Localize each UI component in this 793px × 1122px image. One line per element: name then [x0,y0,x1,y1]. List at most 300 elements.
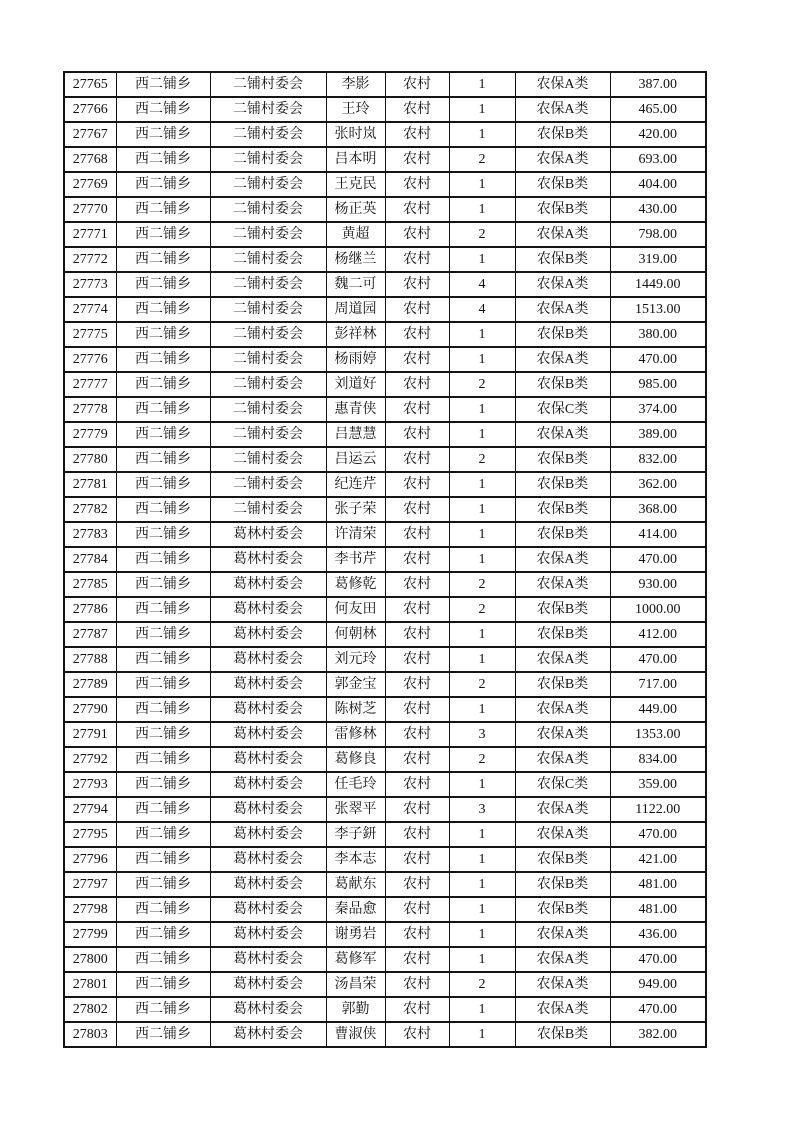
table-row [64,1022,706,1047]
cell-serial-number: 27789 [64,672,116,697]
cell-amount: 693.00 [610,147,706,172]
cell-residence-type: 农村 [385,247,449,272]
insurance-records-table [63,71,707,1048]
table-row [64,747,706,772]
cell-person-count: 1 [449,922,515,947]
table-row [64,872,706,897]
cell-serial-number: 27778 [64,397,116,422]
cell-village-committee: 葛林村委会 [210,672,326,697]
cell-township: 西二铺乡 [116,572,210,597]
cell-insurance-category: 农保C类 [515,397,610,422]
cell-person-count: 2 [449,972,515,997]
cell-village-committee: 二铺村委会 [210,72,326,97]
table-row [64,197,706,222]
cell-insurance-category: 农保B类 [515,672,610,697]
cell-person-count: 2 [449,572,515,597]
cell-person-name: 何朝林 [326,622,385,647]
cell-person-count: 2 [449,147,515,172]
cell-village-committee: 葛林村委会 [210,872,326,897]
table-row [64,972,706,997]
cell-residence-type: 农村 [385,472,449,497]
cell-township: 西二铺乡 [116,97,210,122]
cell-village-committee: 葛林村委会 [210,722,326,747]
cell-village-committee: 二铺村委会 [210,447,326,472]
cell-insurance-category: 农保C类 [515,772,610,797]
table-row [64,222,706,247]
cell-township: 西二铺乡 [116,722,210,747]
cell-residence-type: 农村 [385,122,449,147]
cell-residence-type: 农村 [385,647,449,672]
cell-amount: 470.00 [610,997,706,1022]
cell-insurance-category: 农保A类 [515,72,610,97]
cell-township: 西二铺乡 [116,397,210,422]
cell-insurance-category: 农保B类 [515,497,610,522]
cell-person-name: 吕本明 [326,147,385,172]
cell-person-name: 陈树芝 [326,697,385,722]
cell-person-count: 2 [449,747,515,772]
cell-person-name: 张子荣 [326,497,385,522]
table-row [64,897,706,922]
cell-person-count: 1 [449,322,515,347]
cell-insurance-category: 农保A类 [515,822,610,847]
cell-amount: 319.00 [610,247,706,272]
cell-serial-number: 27779 [64,422,116,447]
cell-village-committee: 葛林村委会 [210,597,326,622]
cell-insurance-category: 农保A类 [515,647,610,672]
cell-person-name: 吕运云 [326,447,385,472]
cell-residence-type: 农村 [385,997,449,1022]
cell-amount: 436.00 [610,922,706,947]
table-row [64,122,706,147]
cell-person-count: 1 [449,847,515,872]
cell-serial-number: 27767 [64,122,116,147]
cell-person-name: 何友田 [326,597,385,622]
cell-amount: 359.00 [610,772,706,797]
cell-township: 西二铺乡 [116,147,210,172]
cell-township: 西二铺乡 [116,772,210,797]
cell-amount: 389.00 [610,422,706,447]
cell-serial-number: 27797 [64,872,116,897]
cell-person-count: 1 [449,497,515,522]
cell-amount: 949.00 [610,972,706,997]
cell-person-count: 3 [449,797,515,822]
table-row [64,397,706,422]
table-row [64,322,706,347]
cell-person-count: 1 [449,822,515,847]
cell-amount: 449.00 [610,697,706,722]
cell-residence-type: 农村 [385,822,449,847]
cell-village-committee: 二铺村委会 [210,497,326,522]
cell-amount: 798.00 [610,222,706,247]
cell-amount: 717.00 [610,672,706,697]
table-row [64,647,706,672]
cell-village-committee: 葛林村委会 [210,897,326,922]
cell-serial-number: 27799 [64,922,116,947]
cell-village-committee: 二铺村委会 [210,472,326,497]
cell-person-name: 李影 [326,72,385,97]
cell-township: 西二铺乡 [116,422,210,447]
cell-township: 西二铺乡 [116,972,210,997]
cell-person-count: 4 [449,272,515,297]
cell-person-name: 谢勇岩 [326,922,385,947]
cell-township: 西二铺乡 [116,122,210,147]
cell-amount: 374.00 [610,397,706,422]
table-row [64,672,706,697]
cell-insurance-category: 农保B类 [515,447,610,472]
cell-serial-number: 27769 [64,172,116,197]
cell-residence-type: 农村 [385,597,449,622]
cell-serial-number: 27776 [64,347,116,372]
cell-amount: 465.00 [610,97,706,122]
cell-person-count: 1 [449,697,515,722]
cell-residence-type: 农村 [385,1022,449,1047]
cell-insurance-category: 农保B类 [515,847,610,872]
cell-township: 西二铺乡 [116,672,210,697]
cell-township: 西二铺乡 [116,247,210,272]
cell-person-name: 葛修军 [326,947,385,972]
cell-township: 西二铺乡 [116,922,210,947]
cell-serial-number: 27773 [64,272,116,297]
cell-village-committee: 葛林村委会 [210,747,326,772]
cell-person-name: 张时岚 [326,122,385,147]
cell-township: 西二铺乡 [116,222,210,247]
cell-residence-type: 农村 [385,772,449,797]
cell-township: 西二铺乡 [116,272,210,297]
cell-residence-type: 农村 [385,747,449,772]
cell-amount: 930.00 [610,572,706,597]
table-row [64,622,706,647]
cell-residence-type: 农村 [385,372,449,397]
cell-person-name: 张翠平 [326,797,385,822]
cell-township: 西二铺乡 [116,297,210,322]
cell-serial-number: 27766 [64,97,116,122]
cell-amount: 362.00 [610,472,706,497]
cell-person-name: 王克民 [326,172,385,197]
cell-person-count: 1 [449,197,515,222]
cell-insurance-category: 农保B类 [515,172,610,197]
cell-amount: 470.00 [610,822,706,847]
table-row [64,947,706,972]
cell-amount: 414.00 [610,522,706,547]
cell-insurance-category: 农保A类 [515,947,610,972]
cell-residence-type: 农村 [385,672,449,697]
cell-village-committee: 葛林村委会 [210,922,326,947]
cell-amount: 481.00 [610,872,706,897]
cell-serial-number: 27775 [64,322,116,347]
cell-village-committee: 葛林村委会 [210,647,326,672]
table-row [64,497,706,522]
cell-residence-type: 农村 [385,447,449,472]
cell-amount: 470.00 [610,347,706,372]
cell-serial-number: 27786 [64,597,116,622]
cell-person-count: 1 [449,872,515,897]
cell-person-count: 2 [449,372,515,397]
table-row [64,472,706,497]
table-row [64,422,706,447]
table-row [64,722,706,747]
cell-insurance-category: 农保A类 [515,972,610,997]
cell-township: 西二铺乡 [116,697,210,722]
cell-serial-number: 27788 [64,647,116,672]
cell-person-count: 1 [449,622,515,647]
cell-amount: 430.00 [610,197,706,222]
cell-village-committee: 葛林村委会 [210,972,326,997]
cell-person-count: 2 [449,672,515,697]
cell-insurance-category: 农保B类 [515,1022,610,1047]
cell-insurance-category: 农保A类 [515,797,610,822]
cell-serial-number: 27798 [64,897,116,922]
cell-township: 西二铺乡 [116,647,210,672]
cell-amount: 481.00 [610,897,706,922]
table-row [64,697,706,722]
cell-person-name: 雷修林 [326,722,385,747]
cell-serial-number: 27770 [64,197,116,222]
cell-residence-type: 农村 [385,272,449,297]
cell-village-committee: 二铺村委会 [210,247,326,272]
cell-township: 西二铺乡 [116,847,210,872]
cell-person-name: 惠青侠 [326,397,385,422]
cell-person-name: 任毛玲 [326,772,385,797]
cell-person-name: 秦品愈 [326,897,385,922]
cell-amount: 1353.00 [610,722,706,747]
cell-insurance-category: 农保A类 [515,97,610,122]
cell-serial-number: 27800 [64,947,116,972]
table-row [64,272,706,297]
cell-residence-type: 农村 [385,172,449,197]
cell-insurance-category: 农保B类 [515,897,610,922]
table-body [64,72,706,1047]
cell-serial-number: 27802 [64,997,116,1022]
cell-village-committee: 二铺村委会 [210,422,326,447]
cell-person-count: 1 [449,472,515,497]
cell-residence-type: 农村 [385,572,449,597]
cell-person-count: 1 [449,997,515,1022]
table-row [64,822,706,847]
cell-township: 西二铺乡 [116,172,210,197]
cell-village-committee: 二铺村委会 [210,372,326,397]
table-row [64,922,706,947]
cell-insurance-category: 农保B类 [515,522,610,547]
cell-person-name: 王玲 [326,97,385,122]
table-row [64,772,706,797]
cell-township: 西二铺乡 [116,622,210,647]
cell-person-count: 1 [449,772,515,797]
cell-village-committee: 葛林村委会 [210,797,326,822]
cell-village-committee: 葛林村委会 [210,847,326,872]
cell-village-committee: 二铺村委会 [210,147,326,172]
cell-person-count: 1 [449,347,515,372]
cell-amount: 470.00 [610,647,706,672]
cell-serial-number: 27784 [64,547,116,572]
cell-serial-number: 27803 [64,1022,116,1047]
cell-township: 西二铺乡 [116,322,210,347]
cell-person-count: 1 [449,122,515,147]
cell-person-name: 郭金宝 [326,672,385,697]
cell-person-count: 4 [449,297,515,322]
cell-serial-number: 27774 [64,297,116,322]
cell-serial-number: 27765 [64,72,116,97]
cell-person-count: 2 [449,222,515,247]
table-row [64,447,706,472]
cell-serial-number: 27777 [64,372,116,397]
cell-township: 西二铺乡 [116,522,210,547]
table-row [64,247,706,272]
cell-insurance-category: 农保A类 [515,347,610,372]
table-row [64,347,706,372]
cell-residence-type: 农村 [385,347,449,372]
cell-amount: 1000.00 [610,597,706,622]
cell-township: 西二铺乡 [116,897,210,922]
table-row [64,597,706,622]
cell-person-name: 纪连芹 [326,472,385,497]
cell-township: 西二铺乡 [116,347,210,372]
cell-person-count: 1 [449,647,515,672]
cell-residence-type: 农村 [385,147,449,172]
cell-residence-type: 农村 [385,897,449,922]
cell-person-count: 1 [449,547,515,572]
cell-serial-number: 27795 [64,822,116,847]
table-row [64,547,706,572]
cell-village-committee: 葛林村委会 [210,547,326,572]
cell-serial-number: 27801 [64,972,116,997]
cell-serial-number: 27781 [64,472,116,497]
cell-amount: 1122.00 [610,797,706,822]
cell-residence-type: 农村 [385,72,449,97]
cell-person-count: 1 [449,422,515,447]
cell-insurance-category: 农保B类 [515,122,610,147]
cell-person-count: 1 [449,397,515,422]
cell-amount: 421.00 [610,847,706,872]
cell-township: 西二铺乡 [116,797,210,822]
cell-residence-type: 农村 [385,322,449,347]
cell-person-count: 1 [449,897,515,922]
table-row [64,847,706,872]
cell-residence-type: 农村 [385,972,449,997]
cell-person-count: 1 [449,522,515,547]
cell-insurance-category: 农保B类 [515,372,610,397]
cell-residence-type: 农村 [385,222,449,247]
cell-village-committee: 葛林村委会 [210,1022,326,1047]
cell-amount: 387.00 [610,72,706,97]
cell-person-name: 刘道好 [326,372,385,397]
cell-residence-type: 农村 [385,397,449,422]
cell-serial-number: 27772 [64,247,116,272]
cell-amount: 368.00 [610,497,706,522]
cell-person-count: 2 [449,597,515,622]
cell-amount: 470.00 [610,547,706,572]
cell-person-count: 1 [449,172,515,197]
cell-serial-number: 27782 [64,497,116,522]
cell-village-committee: 葛林村委会 [210,522,326,547]
cell-insurance-category: 农保A类 [515,272,610,297]
cell-township: 西二铺乡 [116,472,210,497]
cell-insurance-category: 农保B类 [515,472,610,497]
cell-serial-number: 27768 [64,147,116,172]
cell-village-committee: 二铺村委会 [210,172,326,197]
cell-village-committee: 二铺村委会 [210,122,326,147]
cell-township: 西二铺乡 [116,547,210,572]
cell-residence-type: 农村 [385,97,449,122]
cell-residence-type: 农村 [385,422,449,447]
cell-person-count: 1 [449,247,515,272]
cell-person-name: 曹淑侠 [326,1022,385,1047]
cell-township: 西二铺乡 [116,497,210,522]
cell-insurance-category: 农保A类 [515,297,610,322]
table-row [64,572,706,597]
cell-insurance-category: 农保A类 [515,922,610,947]
cell-residence-type: 农村 [385,497,449,522]
cell-person-name: 汤昌荣 [326,972,385,997]
cell-person-name: 周道园 [326,297,385,322]
cell-township: 西二铺乡 [116,372,210,397]
cell-township: 西二铺乡 [116,747,210,772]
cell-village-committee: 二铺村委会 [210,322,326,347]
table-row [64,997,706,1022]
cell-village-committee: 二铺村委会 [210,197,326,222]
cell-insurance-category: 农保A类 [515,222,610,247]
cell-amount: 1449.00 [610,272,706,297]
cell-amount: 834.00 [610,747,706,772]
cell-residence-type: 农村 [385,872,449,897]
cell-person-name: 李子鈃 [326,822,385,847]
cell-insurance-category: 农保B类 [515,597,610,622]
cell-insurance-category: 农保A类 [515,147,610,172]
cell-amount: 382.00 [610,1022,706,1047]
cell-residence-type: 农村 [385,697,449,722]
cell-person-count: 1 [449,1022,515,1047]
cell-serial-number: 27785 [64,572,116,597]
cell-person-name: 李书芹 [326,547,385,572]
table-row [64,797,706,822]
cell-village-committee: 二铺村委会 [210,97,326,122]
cell-serial-number: 27791 [64,722,116,747]
cell-amount: 412.00 [610,622,706,647]
cell-residence-type: 农村 [385,922,449,947]
cell-residence-type: 农村 [385,547,449,572]
cell-township: 西二铺乡 [116,597,210,622]
cell-township: 西二铺乡 [116,447,210,472]
cell-amount: 420.00 [610,122,706,147]
cell-township: 西二铺乡 [116,72,210,97]
cell-amount: 380.00 [610,322,706,347]
cell-person-count: 1 [449,947,515,972]
table-row [64,372,706,397]
cell-serial-number: 27780 [64,447,116,472]
cell-insurance-category: 农保A类 [515,422,610,447]
cell-amount: 832.00 [610,447,706,472]
cell-person-name: 吕慧慧 [326,422,385,447]
cell-village-committee: 葛林村委会 [210,697,326,722]
cell-person-count: 3 [449,722,515,747]
cell-insurance-category: 农保B类 [515,872,610,897]
cell-amount: 1513.00 [610,297,706,322]
cell-insurance-category: 农保A类 [515,547,610,572]
cell-village-committee: 葛林村委会 [210,947,326,972]
cell-insurance-category: 农保A类 [515,572,610,597]
cell-residence-type: 农村 [385,197,449,222]
cell-person-name: 葛献东 [326,872,385,897]
cell-person-name: 黄超 [326,222,385,247]
cell-township: 西二铺乡 [116,947,210,972]
cell-person-name: 杨雨婷 [326,347,385,372]
cell-township: 西二铺乡 [116,1022,210,1047]
cell-person-count: 1 [449,72,515,97]
table-row [64,147,706,172]
table-row [64,97,706,122]
cell-serial-number: 27793 [64,772,116,797]
cell-township: 西二铺乡 [116,872,210,897]
table-row [64,72,706,97]
